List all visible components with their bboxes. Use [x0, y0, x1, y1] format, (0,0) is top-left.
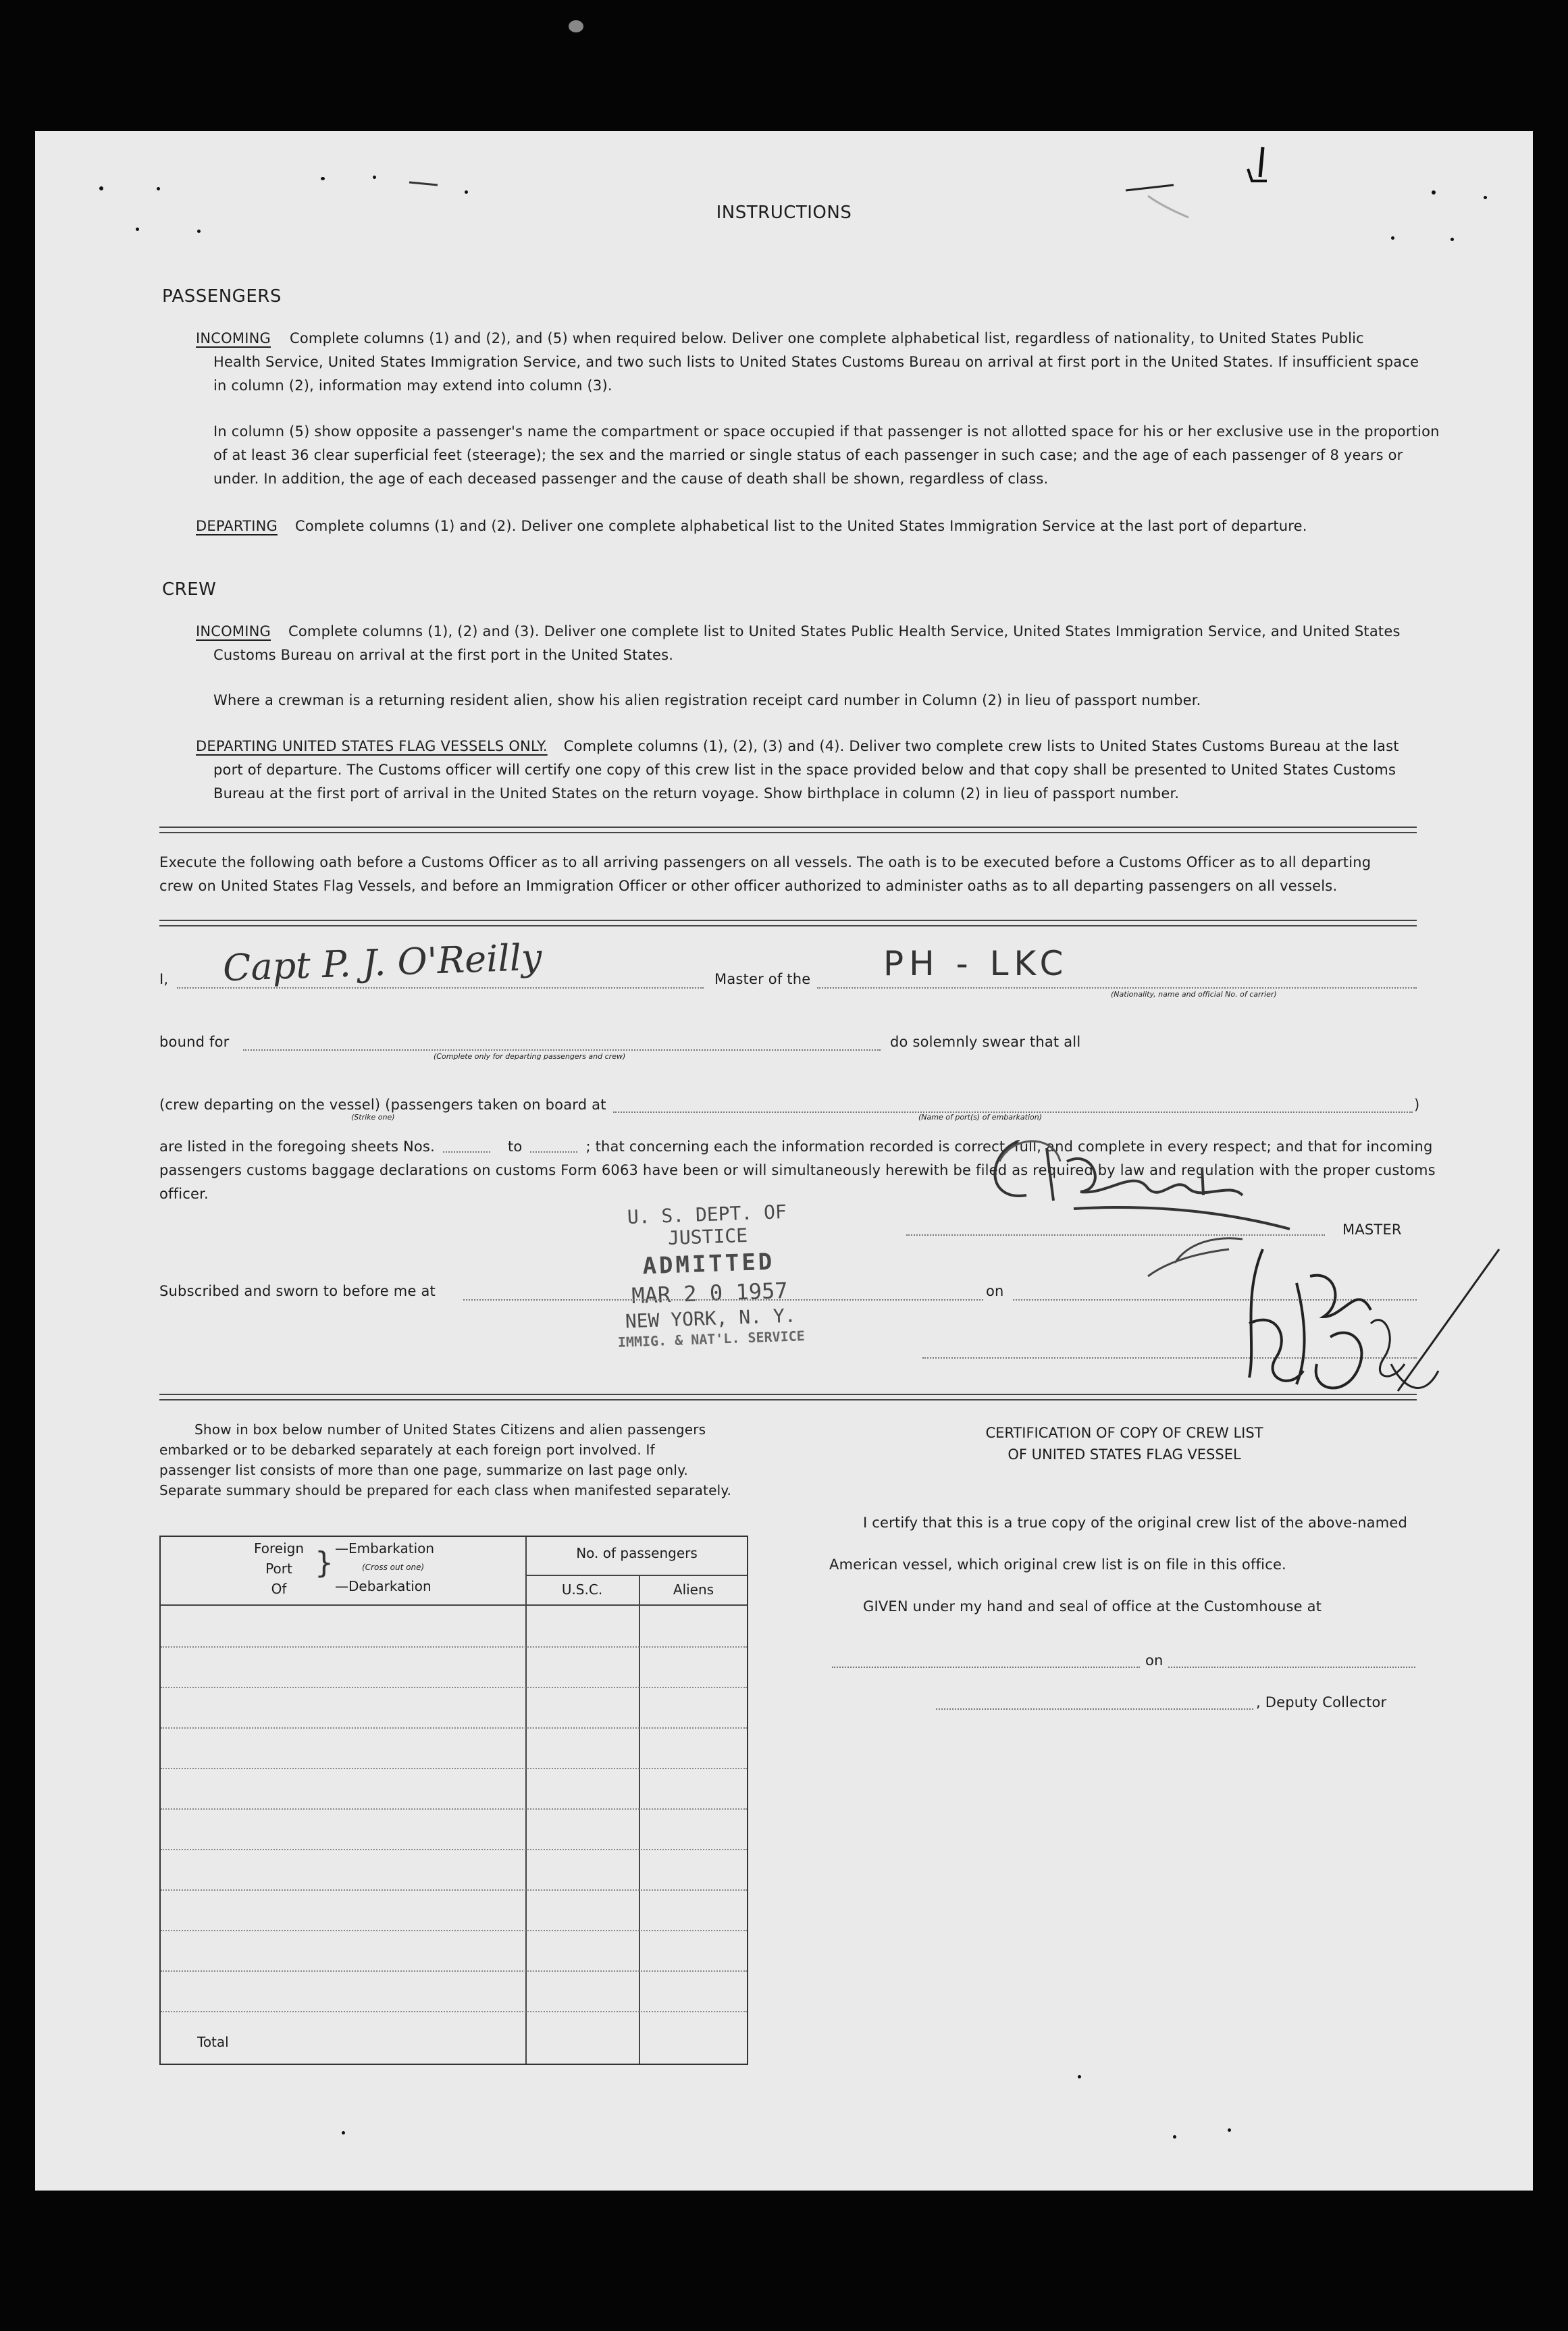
bound-caption: (Complete only for departing passengers and crew): [434, 1052, 626, 1061]
port-caption: (Name of port(s) of embarkation): [918, 1113, 1042, 1122]
nationality-caption: (Nationality, name and official No. of carrier): [1111, 990, 1277, 999]
summary-line2: embarked or to be debarked separately at each foreign port involved. If: [159, 1442, 655, 1458]
total-label: Total: [197, 2034, 229, 2050]
table-row[interactable]: [161, 1687, 747, 1688]
crew-heading: CREW: [162, 579, 217, 600]
embark-debark-labels: [335, 1538, 434, 1596]
sheet-to-field[interactable]: [530, 1135, 577, 1153]
table-row[interactable]: [161, 1889, 747, 1891]
crew-departing-line3: Bureau at the first port of arrival in the United States on the return voyage. Show birthplace in column (2) in lieu of passport number.: [213, 785, 1180, 802]
table-divider: [639, 1575, 640, 2064]
column5-line1: In column (5) show opposite a passenger's name the compartment or space occupied if that passenger is not allotted space for his or her exclusive use in the proportion: [213, 423, 1440, 440]
page-title: INSTRUCTIONS: [716, 203, 852, 223]
strike-caption: (Strike one): [351, 1113, 395, 1122]
oath-i-label: I,: [159, 971, 169, 987]
scan-speck: [1228, 2128, 1231, 2132]
passengers-incoming-line1: Complete columns (1) and (2), and (5) when required below. Deliver one complete alphabetical list, regardless of nationality, to United States Public: [290, 330, 1364, 346]
carrier-field[interactable]: [817, 987, 1417, 989]
table-divider: [525, 1575, 747, 1576]
summary-instructions: [159, 1419, 748, 1500]
carrier-handwriting: PH - LKC: [883, 944, 1069, 983]
bound-for-label: bound for: [159, 1034, 230, 1050]
section-divider: [159, 1394, 1417, 1400]
passengers-incoming-line3: in column (2), information may extend into column (3).: [213, 377, 612, 394]
foreign-label: Foreign: [253, 1540, 305, 1556]
scan-speck: [1078, 2075, 1081, 2078]
stamp-line4: NEW YORK, N. Y.: [625, 1304, 797, 1333]
stamp-line1: U. S. DEPT. OF JUSTICE: [627, 1200, 787, 1250]
passengers-departing-label: DEPARTING: [196, 518, 278, 534]
passengers-incoming-label: INCOMING: [196, 330, 271, 346]
admitted-stamp: [585, 1199, 833, 1351]
master-of-label: Master of the: [714, 971, 811, 987]
of-label: Of: [271, 1581, 287, 1597]
table-row[interactable]: [161, 1768, 747, 1769]
master-signature-name: Capt P. J. O'Reilly: [222, 935, 543, 990]
scan-speck: [1173, 2135, 1176, 2139]
debarkation-label[interactable]: —Debarkation: [335, 1578, 432, 1594]
certification-title-line1: CERTIFICATION OF COPY OF CREW LIST: [985, 1425, 1263, 1441]
summary-line3: passenger list consists of more than one page, summarize on last page only.: [159, 1462, 688, 1478]
customhouse-field[interactable]: [832, 1667, 1140, 1668]
certification-title-line2: OF UNITED STATES FLAG VESSEL: [1008, 1446, 1241, 1463]
crew-departing-line1: Complete columns (1), (2), (3) and (4). Deliver two complete crew lists to United States Customs Bureau at the last: [563, 738, 1399, 754]
table-row[interactable]: [161, 1849, 747, 1850]
deputy-signature-field[interactable]: [936, 1708, 1253, 1710]
crew-departing-line2: port of departure. The Customs officer will certify one copy of this crew list in the space provided below and that copy shall be presented to United States Customs: [213, 762, 1396, 778]
crew-incoming-label: INCOMING: [196, 623, 271, 639]
usc-header: U.S.C.: [561, 1581, 603, 1598]
crew-resident-text: Where a crewman is a returning resident alien, show his alien registration receipt card number in Column (2) in lieu of passport number.: [213, 692, 1201, 708]
num-passengers-header: No. of passengers: [576, 1545, 698, 1561]
certification-text-line1: I certify that this is a true copy of the original crew list of the above-named: [863, 1515, 1408, 1531]
scan-mark: [0, 0, 1568, 270]
oath-intro-line1: Execute the following oath before a Customs Officer as to all arriving passengers on all vessels. The oath is to be executed before a Customs Officer as to all departing: [159, 854, 1371, 870]
embarkation-label[interactable]: —Embarkation: [335, 1540, 435, 1556]
table-foreign-port-of: [249, 1538, 309, 1599]
table-row[interactable]: [161, 1727, 747, 1729]
master-label: MASTER: [1342, 1222, 1402, 1238]
officer-signature: [1236, 1242, 1506, 1445]
column5-line2: of at least 36 clear superficial feet (steerage); the sex and the married or single status of each passenger in such case; and the age of each passenger of 8 years or: [213, 447, 1403, 463]
listed-rest: ; that concerning each the information recorded is correct, full, and complete in every respect; and that for incoming: [585, 1138, 1433, 1155]
passengers-departing-text: Complete columns (1) and (2). Deliver one complete alphabetical list to the United States Immigration Service at the last port of departure.: [295, 518, 1307, 534]
crew-incoming-line2: Customs Bureau on arrival at the first port in the United States.: [213, 647, 674, 663]
certification-text-line2: American vessel, which original crew list is on file in this office.: [829, 1556, 1286, 1573]
crew-departing-label-line: (crew departing on the vessel) (passengers taken on board at: [159, 1097, 606, 1113]
passengers-departing-block: [196, 515, 1307, 538]
scan-speck: [342, 2131, 345, 2134]
certification-on-label: on: [1145, 1652, 1164, 1669]
table-divider: [525, 1537, 527, 2064]
table-row[interactable]: [161, 2011, 747, 2012]
deputy-collector-label: , Deputy Collector: [1256, 1694, 1387, 1710]
stamp-line3: MAR 2 0 1957: [631, 1277, 789, 1309]
summary-line1: Show in box below number of United States Citizens and alien passengers: [194, 1421, 706, 1438]
passenger-summary-table: [159, 1536, 748, 2065]
bound-for-field[interactable]: [243, 1049, 881, 1051]
stamp-line5: IMMIG. & NAT'L. SERVICE: [617, 1328, 806, 1351]
table-row[interactable]: [161, 1930, 747, 1931]
table-header-rule: [161, 1604, 747, 1606]
crew-departing-block: [196, 735, 1399, 758]
cross-out-caption: (Cross out one): [362, 1563, 425, 1572]
column5-line3: under. In addition, the age of each deceased passenger and the cause of death shall be shown, regardless of class.: [213, 471, 1049, 487]
certification-date-field[interactable]: [1168, 1667, 1415, 1668]
port-label: Port: [265, 1561, 292, 1577]
summary-line4: Separate summary should be prepared for each class when manifested separately.: [159, 1482, 732, 1498]
crew-incoming-block: [196, 620, 1401, 644]
subscribed-place-field[interactable]: [463, 1299, 983, 1301]
sheet-from-field[interactable]: [443, 1135, 490, 1153]
crew-incoming-line1: Complete columns (1), (2) and (3). Deliver one complete list to United States Public Health Service, United States Immigration Service, and United States: [288, 623, 1401, 639]
table-row[interactable]: [161, 1808, 747, 1810]
oath-intro-line2: crew on United States Flag Vessels, and before an Immigration Officer or other officer authorized to administer oaths as to all departing passengers on all vessels.: [159, 878, 1338, 894]
listed-line3: officer.: [159, 1186, 209, 1202]
passengers-incoming-line2: Health Service, United States Immigration Service, and two such lists to United States Customs Bureau on arrival at first port in the United States. If insufficient space: [213, 354, 1419, 370]
listed-line2: passengers customs baggage declarations on customs Form 6063 have been or will simultaneously herewith be filed as required by law and regulation with the proper customs: [159, 1162, 1436, 1178]
listed-prefix: are listed in the foregoing sheets Nos.: [159, 1138, 435, 1155]
passengers-incoming-block: [196, 327, 1417, 350]
listed-to: to: [507, 1138, 523, 1155]
passengers-heading: PASSENGERS: [162, 286, 282, 307]
section-divider: [159, 827, 1417, 833]
aliens-header: Aliens: [673, 1581, 714, 1598]
table-row[interactable]: [161, 1646, 747, 1648]
table-row[interactable]: [161, 1970, 747, 1972]
subscribed-on-label: on: [986, 1283, 1004, 1299]
certification-given: GIVEN under my hand and seal of office at the Customhouse at: [863, 1598, 1322, 1615]
certification-title: [898, 1422, 1351, 1465]
swear-label: do solemnly swear that all: [890, 1034, 1081, 1050]
subscribed-label: Subscribed and sworn to before me at: [159, 1283, 436, 1299]
stamp-line2: ADMITTED: [642, 1248, 775, 1280]
close-paren: ): [1414, 1097, 1420, 1113]
brace-icon: }: [315, 1546, 334, 1580]
section-divider: [159, 920, 1417, 926]
crew-departing-label: DEPARTING UNITED STATES FLAG VESSELS ONLY.: [196, 738, 548, 754]
